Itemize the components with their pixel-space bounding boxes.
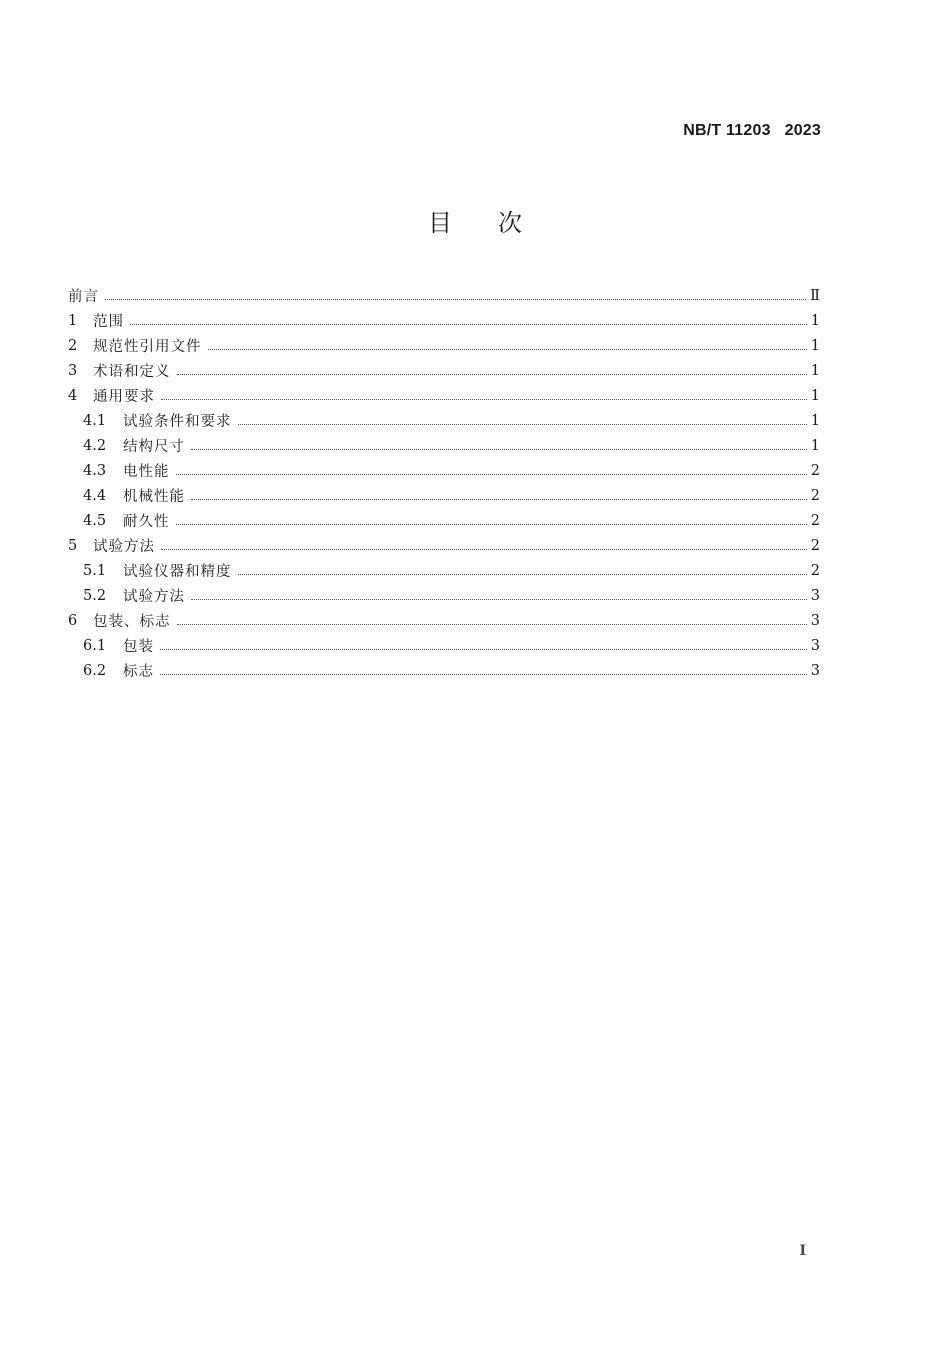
toc-entry-number: 6.2 — [83, 662, 107, 679]
toc-entry-number: 3 — [68, 362, 78, 379]
toc-entry-label: 耐久性 — [123, 514, 170, 530]
toc-entry-number: 4 — [68, 387, 78, 404]
toc-entry-page: 2 — [810, 487, 820, 504]
toc-entry-page: Ⅱ — [810, 287, 820, 304]
toc-entry-page: 1 — [810, 312, 820, 329]
toc-leader-dots — [177, 373, 807, 375]
toc-entry[interactable] — [68, 458, 820, 483]
toc-entry-number: 4.5 — [83, 512, 107, 529]
toc-leader-dots — [161, 548, 807, 550]
toc-entry-number: 5.1 — [83, 562, 107, 579]
toc-entry-number: 2 — [68, 337, 78, 354]
toc-entry-page: 2 — [810, 562, 820, 579]
toc-entry-page: 2 — [810, 512, 820, 529]
toc-entry[interactable] — [68, 383, 820, 408]
toc-entry-number: 4.2 — [83, 437, 107, 454]
toc-entry-number: 4.3 — [83, 462, 107, 479]
page-number: I — [799, 1243, 806, 1259]
toc-entry-label: 前言 — [68, 289, 99, 305]
toc-entry-page: 1 — [810, 437, 820, 454]
toc-leader-dots — [160, 648, 807, 650]
toc-entry[interactable] — [68, 408, 820, 433]
toc-entry-label: 试验方法 — [93, 539, 155, 555]
toc-entry-label: 术语和定义 — [93, 364, 171, 380]
toc-leader-dots — [161, 398, 807, 400]
toc-entry[interactable] — [68, 358, 820, 383]
toc-entry-label: 结构尺寸 — [123, 439, 185, 455]
toc-leader-dots — [191, 598, 807, 600]
toc-entry[interactable] — [68, 583, 820, 608]
toc-entry-page: 1 — [810, 337, 820, 354]
toc-entry-number: 4.1 — [83, 412, 107, 429]
page-title: 目次 — [428, 209, 568, 237]
toc-entry-label: 通用要求 — [93, 389, 155, 405]
toc-leader-dots — [191, 448, 807, 450]
toc-entry-label: 包装、标志 — [93, 614, 171, 630]
toc-entry-label: 规范性引用文件 — [93, 339, 202, 355]
toc-entry[interactable] — [68, 283, 820, 308]
toc-entry-page: 2 — [810, 537, 820, 554]
toc-entry[interactable] — [68, 333, 820, 358]
toc-entry-page: 3 — [810, 662, 820, 679]
toc-entry[interactable] — [68, 533, 820, 558]
toc-entry[interactable] — [68, 633, 820, 658]
toc-leader-dots — [105, 298, 806, 300]
toc-entry[interactable] — [68, 558, 820, 583]
toc-entry-page: 1 — [810, 412, 820, 429]
toc-leader-dots — [176, 473, 807, 475]
toc-entry[interactable] — [68, 658, 820, 683]
toc-leader-dots — [130, 323, 807, 325]
toc-entry-number: 6.1 — [83, 637, 107, 654]
toc-entry-number: 1 — [68, 312, 78, 329]
toc-entry[interactable] — [68, 608, 820, 633]
toc-entry-number: 5.2 — [83, 587, 107, 604]
toc-entry-number: 5 — [68, 537, 78, 554]
toc-entry-label: 试验条件和要求 — [123, 414, 232, 430]
toc-entry[interactable] — [68, 483, 820, 508]
toc-entry-label: 标志 — [123, 664, 154, 680]
toc-leader-dots — [208, 348, 807, 350]
toc-leader-dots — [177, 623, 807, 625]
toc-entry[interactable] — [68, 308, 820, 333]
standard-number: NB/T 11203 2023 — [683, 122, 821, 139]
toc-leader-dots — [238, 573, 807, 575]
toc-entry[interactable] — [68, 508, 820, 533]
toc-leader-dots — [238, 423, 807, 425]
toc-entry-page: 2 — [810, 462, 820, 479]
toc-entry-label: 试验仪器和精度 — [123, 564, 232, 580]
toc-entry-page: 1 — [810, 362, 820, 379]
toc-entry-label: 范围 — [93, 314, 124, 330]
toc-entry-page: 1 — [810, 387, 820, 404]
toc-entry[interactable] — [68, 433, 820, 458]
toc-leader-dots — [191, 498, 807, 500]
toc-entry-page: 3 — [810, 612, 820, 629]
toc-entry-number: 4.4 — [83, 487, 107, 504]
toc-leader-dots — [160, 673, 807, 675]
toc-entry-label: 包装 — [123, 639, 154, 655]
toc-entry-page: 3 — [810, 587, 820, 604]
toc-leader-dots — [176, 523, 807, 525]
toc-entry-label: 电性能 — [123, 464, 170, 480]
toc-entry-number: 6 — [68, 612, 78, 629]
toc-entry-page: 3 — [810, 637, 820, 654]
toc-entry-label: 机械性能 — [123, 489, 185, 505]
toc-entry-label: 试验方法 — [123, 589, 185, 605]
table-of-contents — [68, 283, 820, 683]
